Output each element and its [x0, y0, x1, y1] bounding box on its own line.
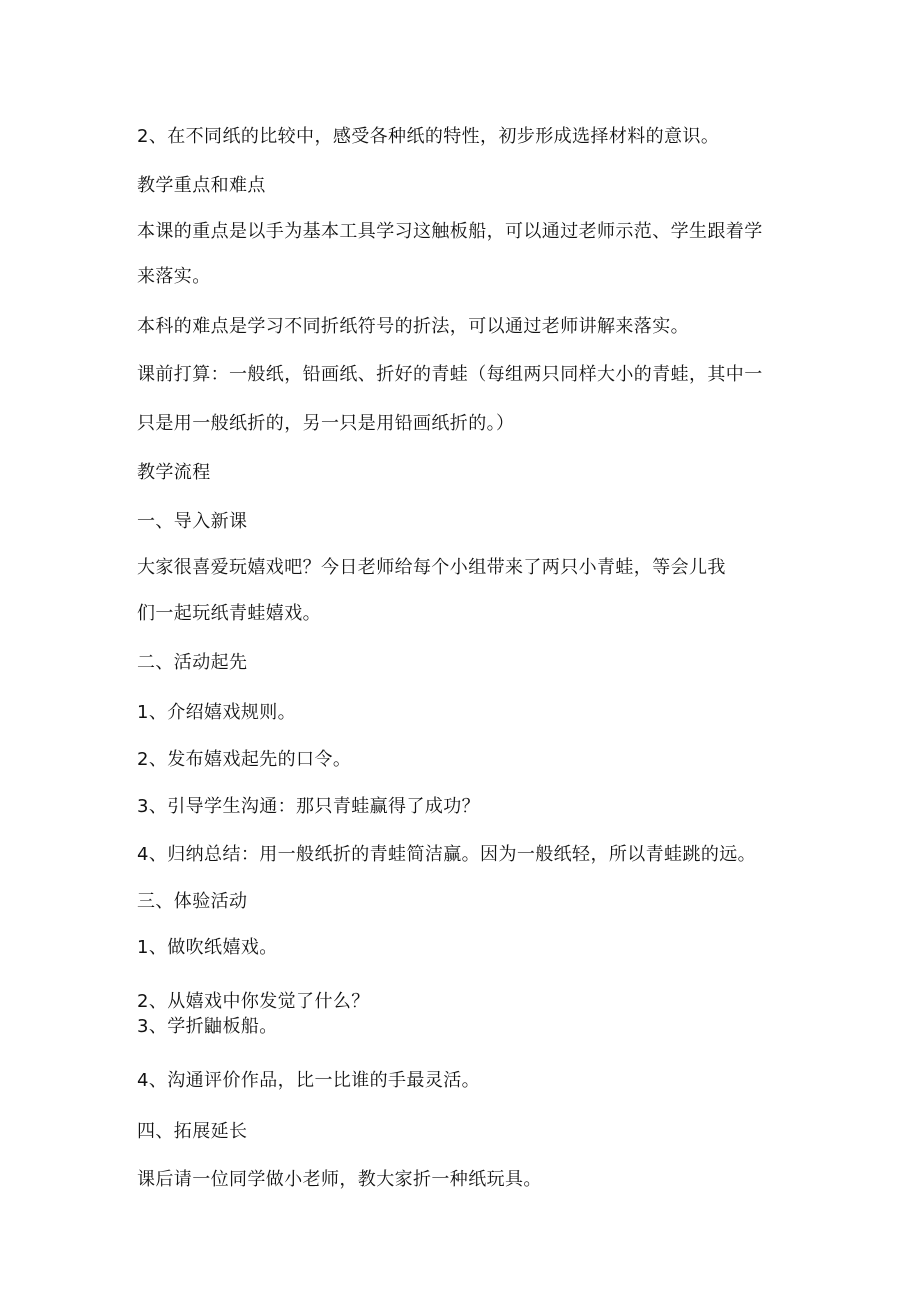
- part-three-heading: 三、体验活动: [137, 891, 248, 912]
- activity-item-4: 4、归纳总结：用一般纸折的青蛙简洁赢。因为一般纸轻，所以青蛙跳的远。: [137, 844, 757, 865]
- activity-item-1: 1、介绍嬉戏规则。: [137, 702, 297, 723]
- intro-line: 大家很喜爱玩嬉戏吧？今日老师给每个小组带来了两只小青蛙，等会儿我: [137, 557, 726, 578]
- extension-line: 课后请一位同学做小老师，教大家折一种纸玩具。: [137, 1169, 542, 1190]
- difficulty-line: 本科的难点是学习不同折纸符号的折法，可以通过老师讲解来落实。: [137, 316, 689, 337]
- part-one-heading: 一、导入新课: [137, 511, 248, 532]
- activity-item-3: 3、引导学生沟通：那只青蛙赢得了成功？: [137, 796, 481, 817]
- experience-item-1: 1、做吹纸嬉戏。: [137, 937, 278, 958]
- preparation-line: 课前打算：一般纸，铅画纸、折好的青蛙（每组两只同样大小的青蛙，其中一: [137, 364, 763, 385]
- activity-item-2: 2、发布嬉戏起先的口令。: [137, 749, 352, 770]
- section-heading-key-points: 教学重点和难点: [137, 175, 266, 196]
- experience-item-2: 2、从嬉戏中你发觉了什么？: [137, 991, 370, 1012]
- goal-2-line: 2、在不同纸的比较中，感受各种纸的特性，初步形成选择材料的意识。: [137, 126, 720, 147]
- key-point-continuation-line: 来落实。: [137, 266, 211, 287]
- experience-item-4: 4、沟通评价作品，比一比谁的手最灵活。: [137, 1070, 481, 1091]
- preparation-continuation-line: 只是用一般纸折的，另一只是用铅画纸折的。）: [137, 413, 515, 434]
- intro-continuation-line: 们一起玩纸青蛙嬉戏。: [137, 603, 321, 624]
- experience-item-3: 3、学折鼬板船。: [137, 1016, 278, 1037]
- part-two-heading: 二、活动起先: [137, 652, 248, 673]
- part-four-heading: 四、拓展延长: [137, 1121, 248, 1142]
- section-heading-process: 教学流程: [137, 462, 211, 483]
- key-point-line: 本课的重点是以手为基本工具学习这触板船，可以通过老师示范、学生跟着学: [137, 221, 763, 242]
